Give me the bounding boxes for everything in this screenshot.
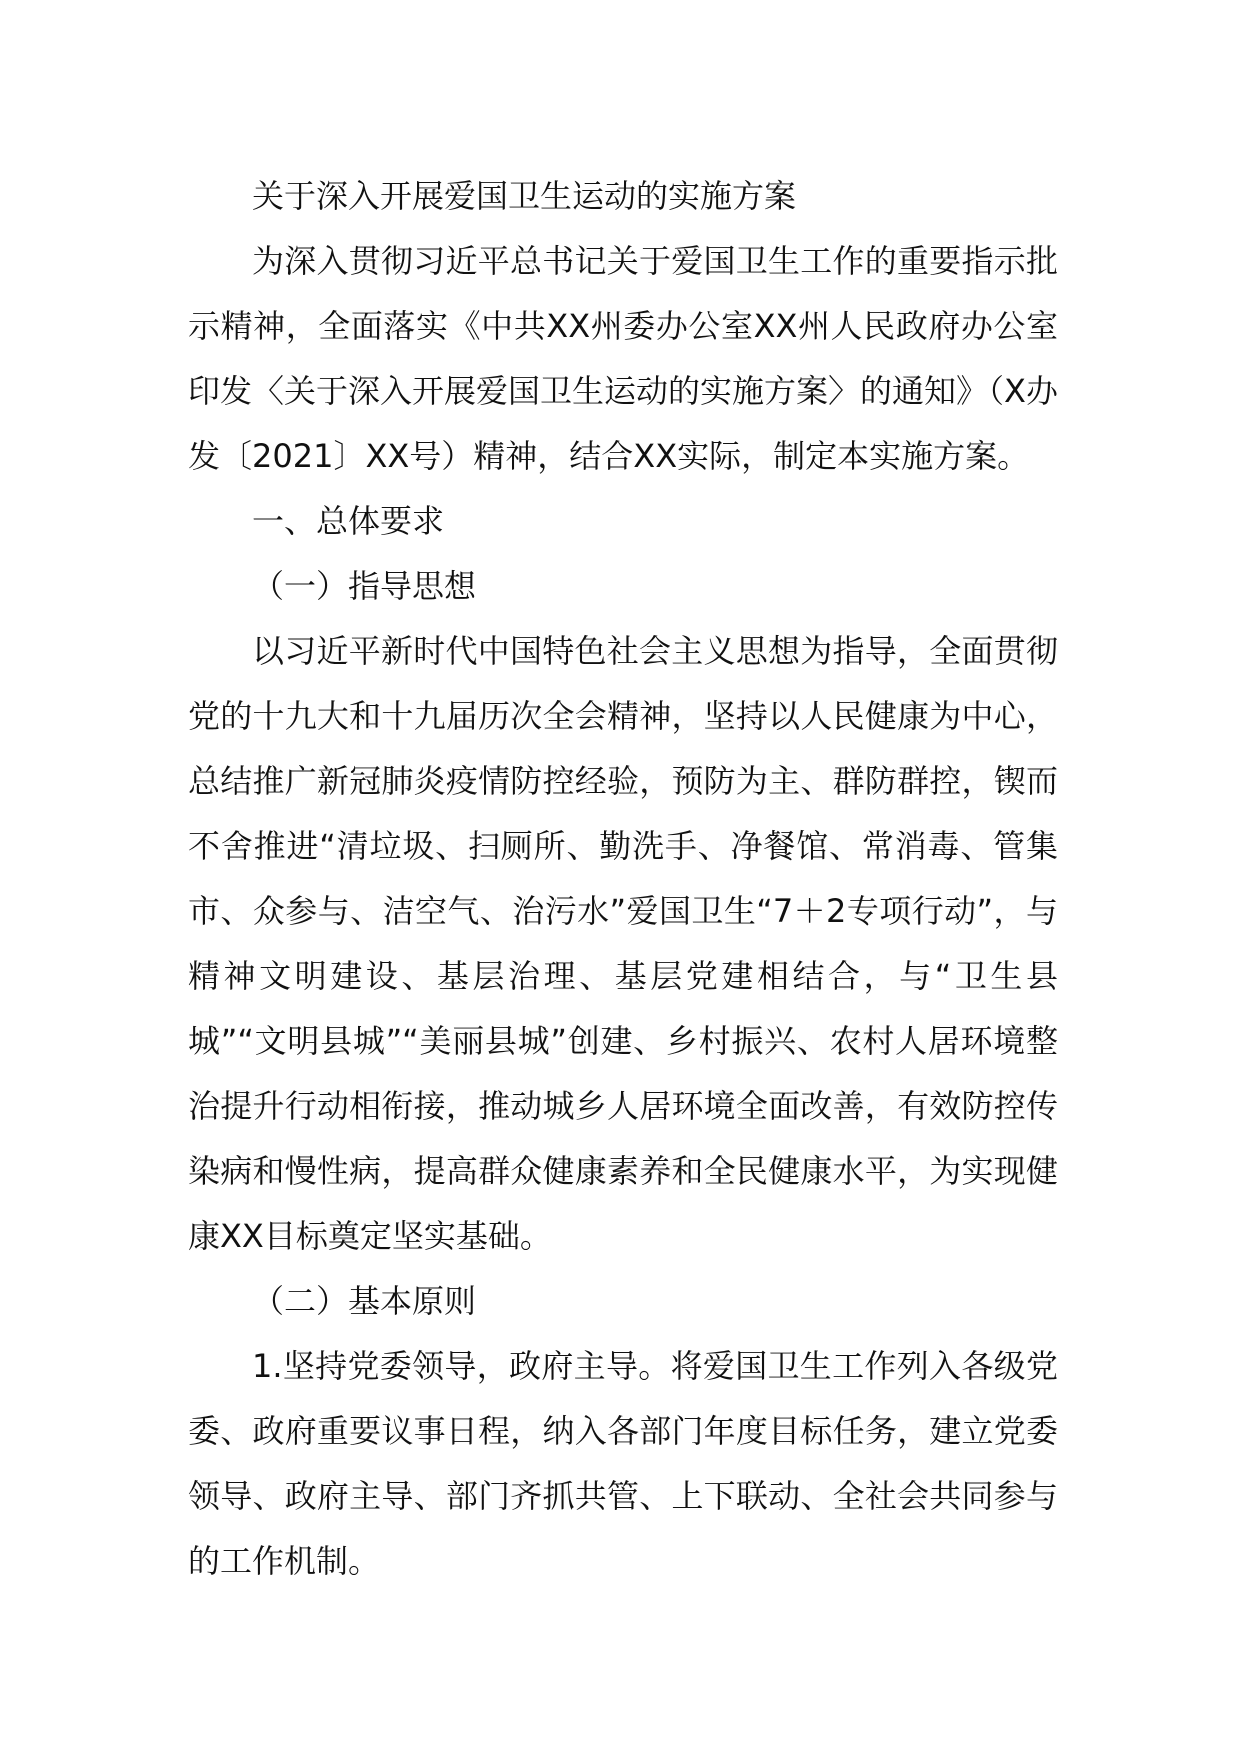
guiding-ideology-paragraph: 以习近平新时代中国特色社会主义思想为指导，全面贯彻党的十九大和十九届历次全会精神，坚持以人民健康为中心，总结推广新冠肺炎疫情防控经验，预防为主、群防群控，锲而不舍推进“清垃圾、扫厕所、勤洗手、净餐馆、常消毒、管集市、众参与、洁空气、治污水”爱国卫生“7＋2专项行动”，与精神文明建设、基层治理、基层党建相结合，与“卫生县城”“文明县城”“美丽县城”创建、乡村振兴、农村人居环境整治提升行动相衔接，推动城乡人居环境全面改善，有效防控传染病和慢性病，提高群众健康素养和全民健康水平，为实现健康XX目标奠定坚实基础。 bbox=[188, 632, 1058, 1255]
intro-paragraph: 为深入贯彻习近平总书记关于爱国卫生工作的重要指示批示精神，全面落实《中共XX州委办公室XX州人民政府办公室印发〈关于深入开展爱国卫生运动的实施方案〉的通知》（X办发〔2021〕XX号）精神，结合XX实际，制定本实施方案。 bbox=[188, 242, 1058, 475]
principle-1-paragraph: 1.坚持党委领导，政府主导。将爱国卫生工作列入各级党委、政府重要议事日程，纳入各部门年度目标任务，建立党委领导、政府主导、部门齐抓共管、上下联动、全社会共同参与的工作机制。 bbox=[188, 1347, 1058, 1580]
subsection-heading-guiding-ideology: （一）指导思想 bbox=[252, 567, 477, 605]
section-heading-general-requirements: 一、总体要求 bbox=[252, 502, 445, 540]
subsection-heading-basic-principles: （二）基本原则 bbox=[252, 1282, 477, 1320]
document-title: 关于深入开展爱国卫生运动的实施方案 bbox=[252, 177, 797, 215]
document-body bbox=[188, 164, 1058, 1594]
